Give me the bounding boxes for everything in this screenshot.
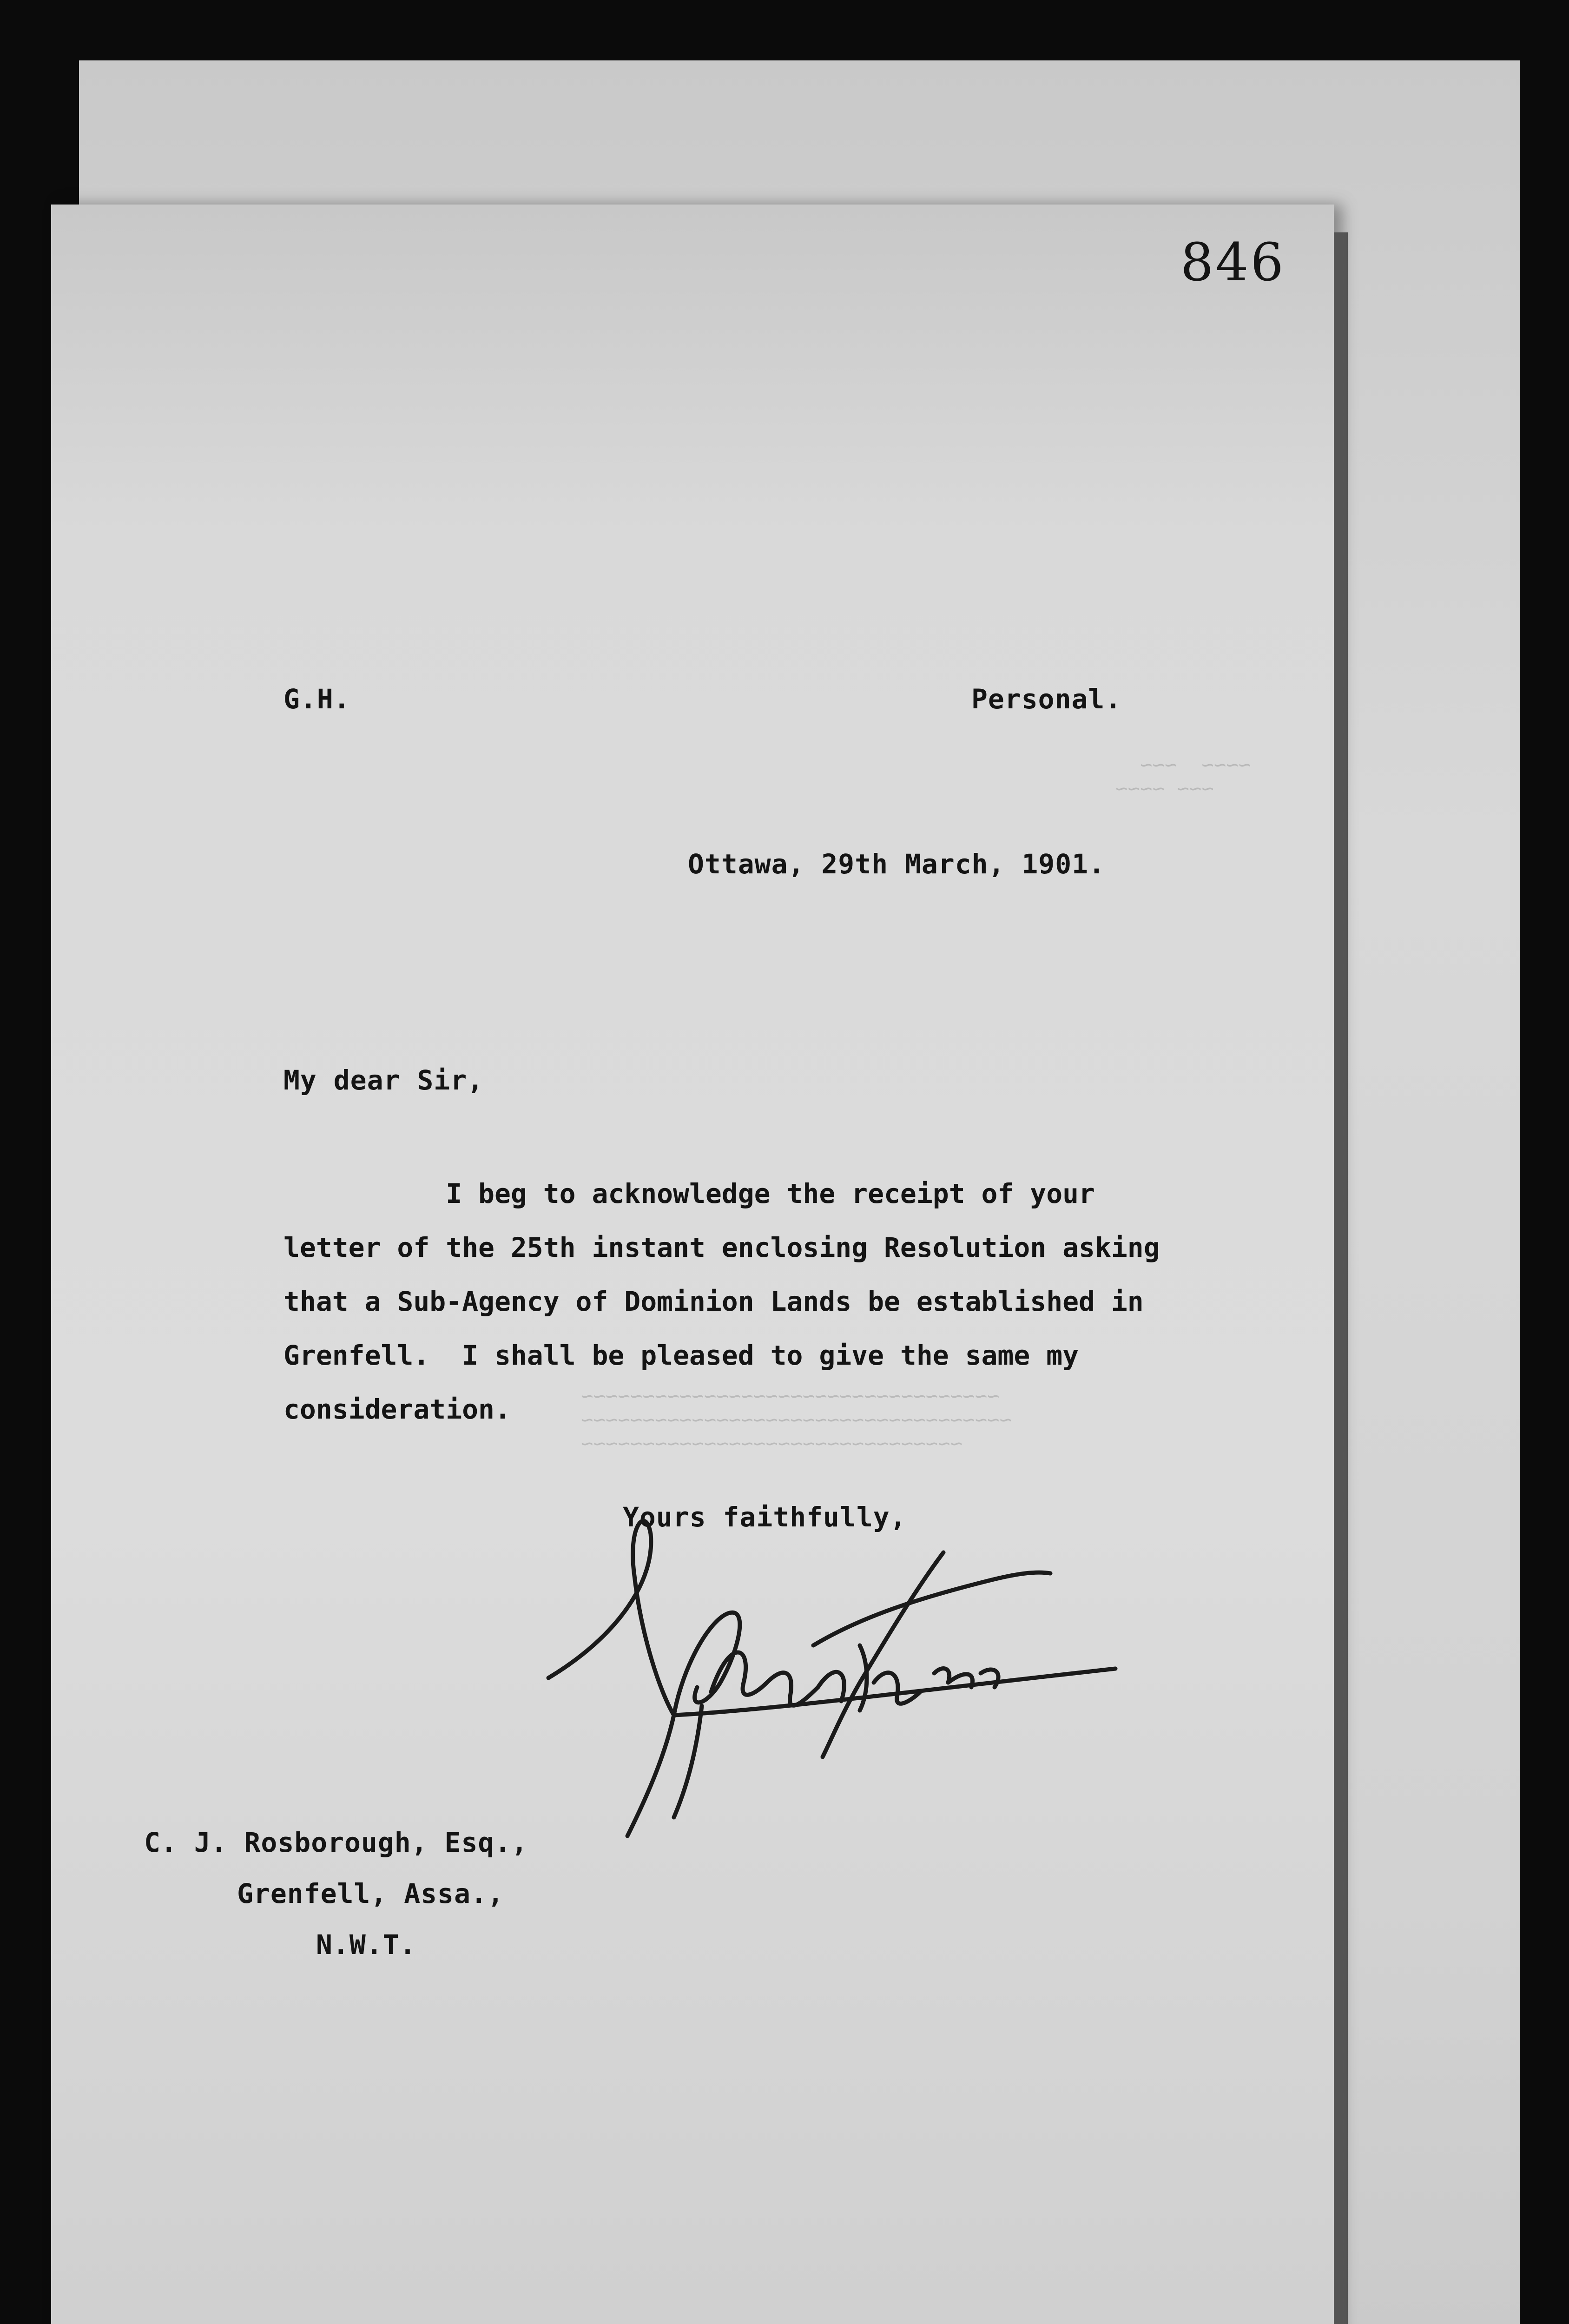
- dateline: Ottawa, 29th March, 1901.: [688, 848, 1105, 880]
- recipient-town: Grenfell, Assa.,: [237, 1878, 504, 1909]
- bleed-through-marks: ~~~~ ~~~ ~~~ ~~~~: [1115, 753, 1251, 800]
- bleed-through-marks: ~~~~~~~~~~~~~~~~~~~~~~~~~~~~~~~ ~~~~~~~~~~~~~~~~~~~~~~~~~~~~~~~~~~~ ~~~~~~~~~~~~~~~~~~~~~~~~~~~~~~~~~~: [581, 1385, 1012, 1456]
- reference-initials: G.H.: [283, 683, 350, 715]
- recipient-territory: N.W.T.: [316, 1929, 416, 1961]
- letter-body: I beg to acknowledge the receipt of your letter of the 25th instant enclosing Resolution asking that a Sub-Agency of Dominion Lands be established in Grenfell. I shall be pleased to give the same my consideration.: [283, 1178, 1160, 1425]
- recipient-name: C. J. Rosborough, Esq.,: [144, 1827, 528, 1858]
- closing: Yours faithfully,: [623, 1501, 907, 1533]
- handwritten-signature: [534, 1497, 1162, 1850]
- page-number: 846: [1180, 232, 1286, 293]
- personal-marking: Personal.: [971, 683, 1122, 715]
- salutation: My dear Sir,: [283, 1064, 484, 1096]
